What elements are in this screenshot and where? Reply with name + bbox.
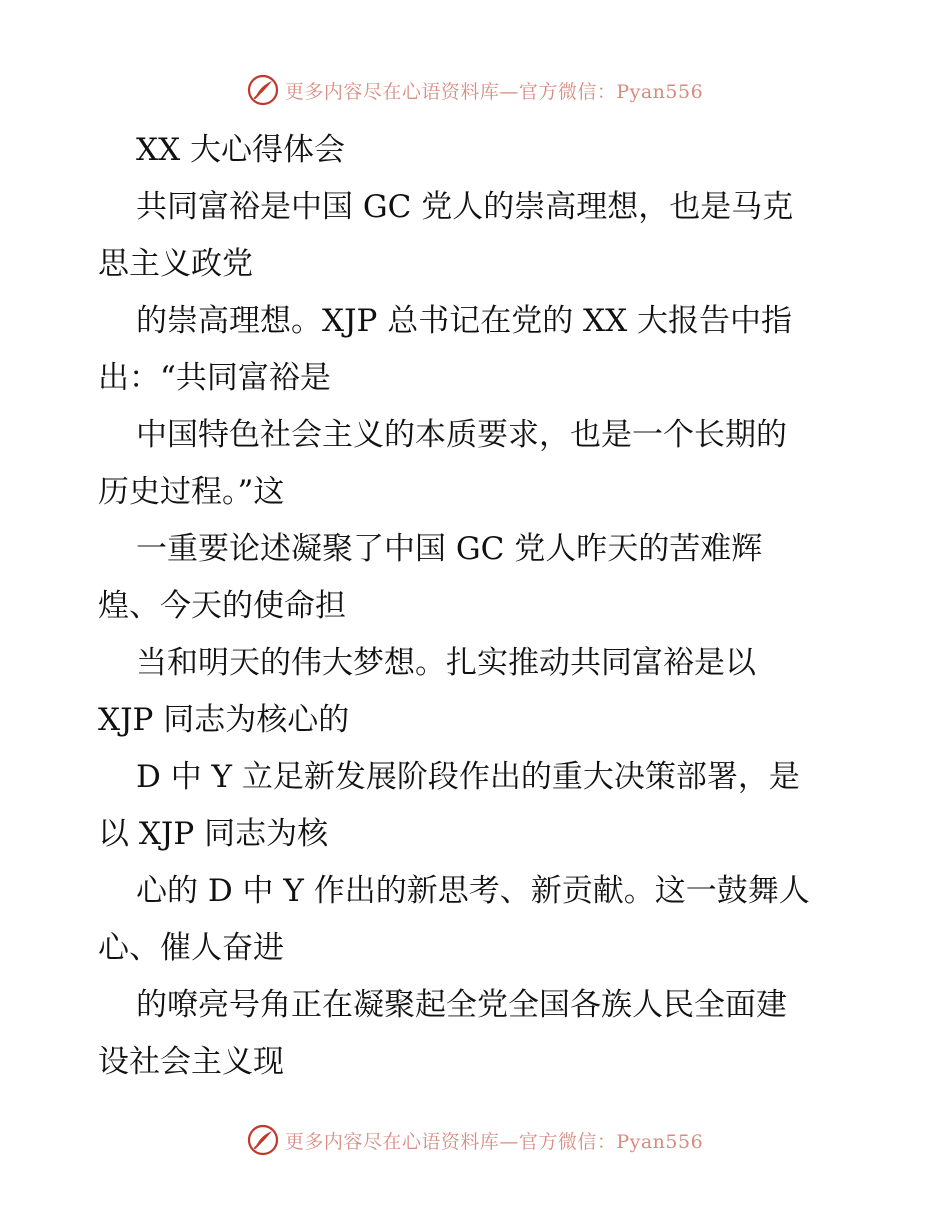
paragraph-line: 煌、今天的使命担	[98, 588, 346, 624]
header-watermark	[0, 70, 950, 110]
paragraph-line: 中国特色社会主义的本质要求，也是一个长期的	[136, 417, 787, 453]
watermark-text: 更多内容尽在心语资料库—官方微信：Pyan556	[284, 1130, 704, 1153]
paragraph-line: 的崇高理想。XJP 总书记在党的 XX 大报告中指	[136, 303, 793, 339]
paragraph-line: 思主义政党	[98, 246, 253, 282]
paragraph-line: 出：“共同富裕是	[98, 360, 331, 396]
footer-watermark	[0, 1120, 950, 1160]
paragraph-line: 心、催人奋进	[98, 930, 284, 966]
paragraph-line: XJP 同志为核心的	[98, 702, 350, 738]
paragraph-line: 设社会主义现	[98, 1044, 284, 1080]
paragraph-line: 共同富裕是中国 GC 党人的崇高理想，也是马克	[136, 189, 794, 225]
watermark-text: 更多内容尽在心语资料库—官方微信：Pyan556	[284, 80, 704, 103]
paragraph-line: 历史过程。”这	[98, 474, 285, 510]
quill-logo-icon	[247, 1124, 279, 1156]
paragraph-line: 心的 D 中 Y 作出的新思考、新贡献。这一鼓舞人	[136, 873, 810, 909]
paragraph-line: 以 XJP 同志为核	[98, 816, 329, 852]
document-body	[98, 122, 868, 1091]
paragraph-line: 当和明天的伟大梦想。扎实推动共同富裕是以	[136, 645, 756, 681]
paragraph-line: 一重要论述凝聚了中国 GC 党人昨天的苦难辉	[136, 531, 763, 567]
quill-logo-icon	[247, 74, 279, 106]
paragraph-line: D 中 Y 立足新发展阶段作出的重大决策部署，是	[136, 759, 800, 795]
paragraph-line: 的嘹亮号角正在凝聚起全党全国各族人民全面建	[136, 987, 787, 1023]
document-title: XX 大心得体会	[136, 132, 345, 168]
